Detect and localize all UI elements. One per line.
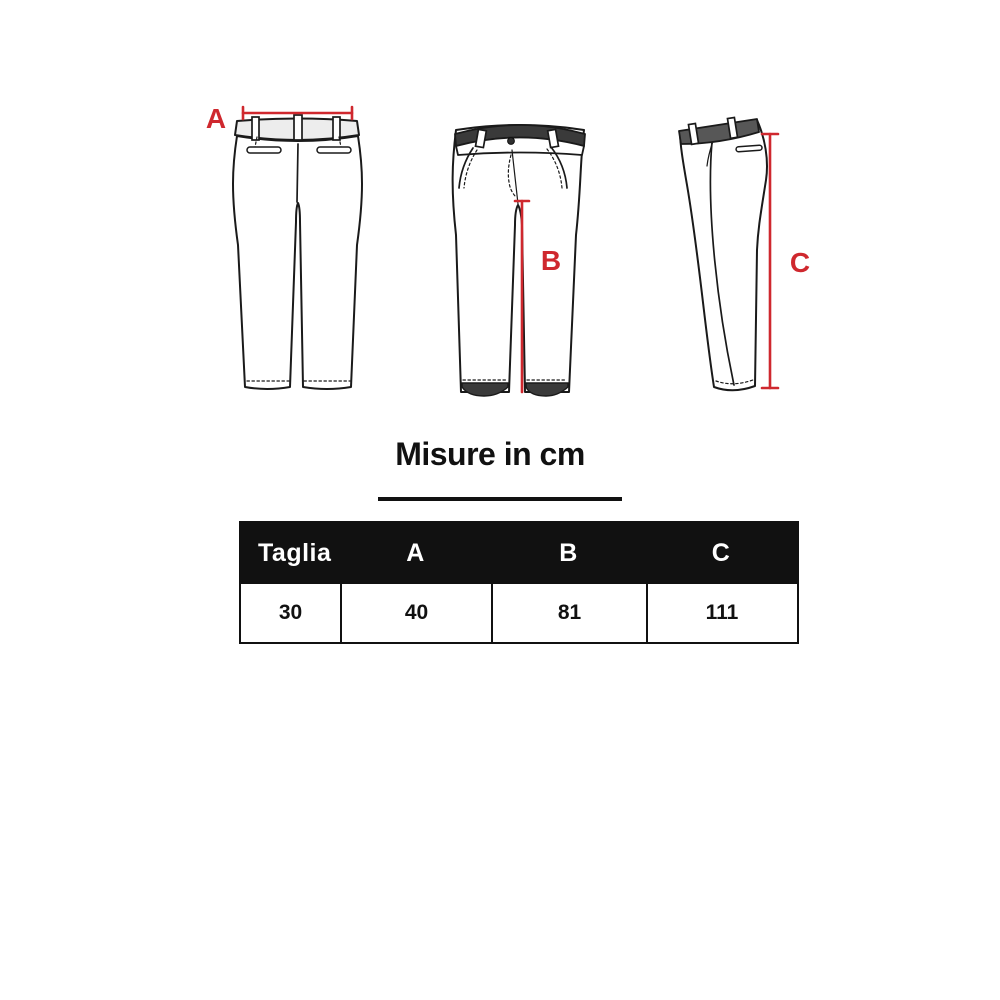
back-pocket-welt	[736, 145, 762, 152]
header-cell-b: B	[559, 539, 578, 567]
header-cell-a: A	[406, 539, 425, 567]
cell-c-value: 111	[646, 584, 796, 642]
measure-label-a: A	[205, 103, 227, 134]
belt-loop	[294, 115, 302, 140]
hem-dark-right	[526, 383, 568, 396]
measure-label-b: B	[540, 245, 562, 276]
belt-loop	[252, 117, 259, 140]
pants-back-view-diagram	[195, 85, 385, 410]
pants-front-outline	[453, 125, 584, 392]
center-back-seam	[297, 144, 298, 202]
title-underline	[378, 497, 622, 501]
cell-b-value: 81	[491, 584, 646, 642]
waist-button	[508, 138, 515, 145]
back-pocket-welt	[247, 147, 281, 153]
cell-a-value: 40	[340, 584, 491, 642]
size-table-header-row	[241, 523, 797, 584]
hem-dark-left	[462, 383, 508, 396]
cell-taglia-value: 30	[278, 601, 303, 624]
size-table	[239, 521, 799, 644]
section-title: Misure in cm	[395, 436, 585, 472]
header-cell-taglia: Taglia	[258, 539, 332, 567]
belt-loop	[475, 129, 486, 147]
belt-loop	[548, 129, 559, 147]
measure-label-c: C	[789, 247, 811, 278]
back-pocket-welt	[317, 147, 351, 153]
pants-side-view-diagram	[655, 95, 840, 415]
pants-side-outline	[680, 120, 767, 390]
pants-front-view-diagram	[430, 95, 620, 415]
size-table-data-row	[241, 584, 797, 642]
header-cell-c: C	[711, 539, 731, 567]
